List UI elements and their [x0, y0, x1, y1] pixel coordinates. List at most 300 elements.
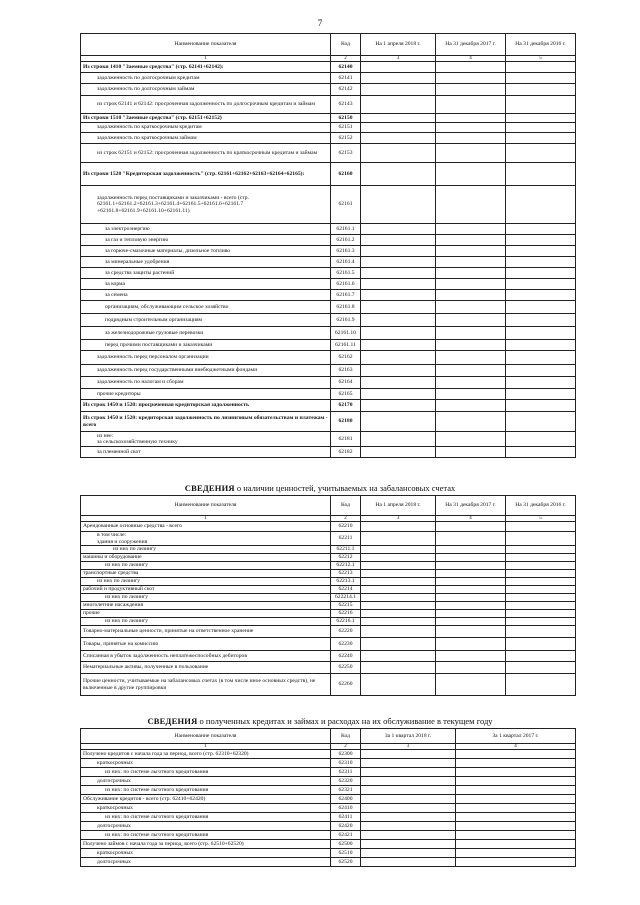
- value-cell[interactable]: [361, 290, 436, 301]
- value-cell[interactable]: [361, 186, 436, 224]
- row-indicator-name: за минеральные удобрения: [81, 257, 331, 268]
- table-row: [81, 257, 576, 268]
- value-cell[interactable]: [361, 73, 436, 84]
- value-cell[interactable]: [361, 279, 436, 290]
- value-cell[interactable]: [436, 257, 506, 268]
- value-cell[interactable]: [361, 62, 436, 73]
- table-row: [81, 651, 576, 662]
- value-cell[interactable]: [436, 432, 506, 447]
- row-indicator-name: Товары, принятые на комиссию: [81, 638, 331, 651]
- value-cell[interactable]: [361, 795, 456, 804]
- header-indicator-name: Наименование показателя: [81, 34, 331, 56]
- value-cell[interactable]: [436, 638, 506, 651]
- value-cell[interactable]: [436, 163, 506, 186]
- value-cell[interactable]: [506, 365, 576, 377]
- row-code: 62240: [331, 651, 361, 662]
- row-code: 62400: [331, 795, 361, 804]
- table-header-row: [81, 496, 576, 516]
- row-indicator-name: Из строки 1520 "Кредиторская задолженность" (стр. 62161+62162+62163+62164+62165):: [81, 163, 331, 186]
- value-cell[interactable]: [506, 73, 576, 84]
- row-indicator-name: подрядным строительным организациям: [81, 314, 331, 327]
- row-code: 62410: [331, 804, 361, 813]
- value-cell[interactable]: [436, 365, 506, 377]
- value-cell[interactable]: [361, 327, 436, 340]
- row-indicator-name: из них по лизингу: [81, 562, 331, 570]
- value-cell[interactable]: [456, 750, 576, 759]
- row-indicator-name: из них: по системе льготного кредитования: [81, 786, 331, 795]
- value-cell[interactable]: [456, 840, 576, 849]
- table-row: [81, 578, 576, 586]
- column-number: 4: [456, 744, 576, 750]
- header-indicator-name: Наименование показателя: [81, 496, 331, 516]
- value-cell[interactable]: [361, 447, 436, 458]
- value-cell[interactable]: [361, 662, 436, 674]
- table-row: [81, 400, 576, 412]
- value-cell[interactable]: [436, 586, 506, 594]
- value-cell[interactable]: [361, 301, 436, 314]
- value-cell[interactable]: [506, 618, 576, 626]
- value-cell[interactable]: [506, 522, 576, 532]
- row-indicator-name: задолженность по краткосрочным кредитам: [81, 123, 331, 133]
- value-cell[interactable]: [456, 786, 576, 795]
- row-indicator-name: задолженность перед поставщиками и заказчиками - всего (стр. 62161.1+62161.2+62161.3+62161.4+62161.5+62161.6+62161.7 +62161.8+62161.9+62161.10+62161.11): [81, 186, 331, 224]
- header-period-2: За 1 квартал 2017 г.: [456, 729, 576, 744]
- value-cell[interactable]: [436, 314, 506, 327]
- value-cell[interactable]: [361, 570, 436, 578]
- value-cell[interactable]: [436, 301, 506, 314]
- value-cell[interactable]: [506, 651, 576, 662]
- row-indicator-name: из них по лизингу: [81, 594, 331, 602]
- value-cell[interactable]: [436, 351, 506, 365]
- value-cell[interactable]: [456, 759, 576, 768]
- row-indicator-name: из строк 62151 и 62152: просроченная задолженность по краткосрочным кредитам и займам: [81, 144, 331, 163]
- section-title-prefix: СВЕДЕНИЯ: [147, 716, 198, 726]
- value-cell[interactable]: [506, 257, 576, 268]
- value-cell[interactable]: [456, 768, 576, 777]
- row-code: 62215: [331, 602, 361, 610]
- value-cell[interactable]: [436, 279, 506, 290]
- row-code: 62161.9: [331, 314, 361, 327]
- value-cell[interactable]: [436, 235, 506, 246]
- row-indicator-name: задолженность по долгосрочным займам: [81, 84, 331, 96]
- row-code: 62161.2: [331, 235, 361, 246]
- value-cell[interactable]: [456, 822, 576, 831]
- table-row: [81, 822, 576, 831]
- value-cell[interactable]: [506, 163, 576, 186]
- value-cell[interactable]: [361, 389, 436, 400]
- row-indicator-name: машины и оборудование: [81, 554, 331, 562]
- value-cell[interactable]: [456, 777, 576, 786]
- column-number: 2: [331, 744, 361, 750]
- column-number: 5: [506, 516, 576, 522]
- row-indicator-name: Обслуживание кредитов - всего (стр. 62410+62420): [81, 795, 331, 804]
- table-row: [81, 163, 576, 186]
- table-row: [81, 412, 576, 432]
- loans-servicing-table: [80, 728, 576, 867]
- table-row: [81, 351, 576, 365]
- row-code: 62211: [331, 532, 361, 546]
- value-cell[interactable]: [506, 447, 576, 458]
- row-code: 62250: [331, 662, 361, 674]
- value-cell[interactable]: [436, 377, 506, 389]
- row-indicator-name: за электроэнергию: [81, 224, 331, 235]
- row-code: 62161.3: [331, 246, 361, 257]
- value-cell[interactable]: [456, 804, 576, 813]
- value-cell[interactable]: [456, 795, 576, 804]
- table-row: [81, 224, 576, 235]
- row-code: 62311: [331, 768, 361, 777]
- value-cell[interactable]: [361, 562, 436, 570]
- table-row: [81, 849, 576, 858]
- row-code: 62212: [331, 554, 361, 562]
- row-code: 62216: [331, 610, 361, 618]
- value-cell[interactable]: [506, 389, 576, 400]
- table-row: [81, 750, 576, 759]
- table-row: [81, 759, 576, 768]
- value-cell[interactable]: [456, 858, 576, 867]
- value-cell[interactable]: [506, 626, 576, 638]
- value-cell[interactable]: [361, 618, 436, 626]
- column-number: 3: [361, 516, 436, 522]
- row-code: 62143: [331, 96, 361, 114]
- value-cell[interactable]: [436, 626, 506, 638]
- row-indicator-name: организациям, обслуживающим сельское хозяйство: [81, 301, 331, 314]
- table-row: [81, 522, 576, 532]
- table-row: [81, 638, 576, 651]
- value-cell[interactable]: [361, 96, 436, 114]
- table-row: [81, 594, 576, 602]
- table-row: [81, 777, 576, 786]
- value-cell[interactable]: [436, 73, 506, 84]
- value-cell[interactable]: [436, 340, 506, 351]
- header-period-3: На 31 декабря 2016 г.: [506, 496, 576, 516]
- table-row: [81, 570, 576, 578]
- row-indicator-name: задолженность перед государственными внебюджетными фондами: [81, 365, 331, 377]
- value-cell[interactable]: [436, 133, 506, 144]
- table-row: [81, 840, 576, 849]
- row-code: 62161.7: [331, 290, 361, 301]
- value-cell[interactable]: [436, 84, 506, 96]
- value-cell[interactable]: [361, 133, 436, 144]
- row-code: 62230: [331, 638, 361, 651]
- row-indicator-name: краткосрочных: [81, 849, 331, 858]
- table-row: [81, 858, 576, 867]
- row-indicator-name: долгосрочных: [81, 858, 331, 867]
- value-cell[interactable]: [436, 662, 506, 674]
- value-cell[interactable]: [506, 578, 576, 586]
- value-cell[interactable]: [506, 62, 576, 73]
- value-cell[interactable]: [436, 594, 506, 602]
- value-cell[interactable]: [361, 257, 436, 268]
- row-code: 62165: [331, 389, 361, 400]
- row-code: 62161.5: [331, 268, 361, 279]
- value-cell[interactable]: [506, 96, 576, 114]
- value-cell[interactable]: [436, 618, 506, 626]
- section-title-loans: [60, 716, 580, 726]
- value-cell[interactable]: [436, 578, 506, 586]
- value-cell[interactable]: [361, 831, 456, 840]
- value-cell[interactable]: [361, 813, 456, 822]
- value-cell[interactable]: [436, 96, 506, 114]
- value-cell[interactable]: [361, 554, 436, 562]
- value-cell[interactable]: [361, 849, 456, 858]
- value-cell[interactable]: [506, 377, 576, 389]
- value-cell[interactable]: [506, 662, 576, 674]
- value-cell[interactable]: [361, 804, 456, 813]
- value-cell[interactable]: [506, 594, 576, 602]
- value-cell[interactable]: [436, 114, 506, 123]
- table-row: [81, 301, 576, 314]
- value-cell[interactable]: [436, 400, 506, 412]
- value-cell[interactable]: [361, 602, 436, 610]
- value-cell[interactable]: [436, 562, 506, 570]
- value-cell[interactable]: [506, 610, 576, 618]
- value-cell[interactable]: [506, 144, 576, 163]
- value-cell[interactable]: [506, 546, 576, 554]
- value-cell[interactable]: [436, 62, 506, 73]
- value-cell[interactable]: [436, 412, 506, 432]
- value-cell[interactable]: [436, 290, 506, 301]
- table-row: [81, 786, 576, 795]
- row-indicator-name: транспортные средства: [81, 570, 331, 578]
- row-code: 62161.11: [331, 340, 361, 351]
- value-cell[interactable]: [361, 651, 436, 662]
- value-cell[interactable]: [361, 594, 436, 602]
- value-cell[interactable]: [506, 400, 576, 412]
- value-cell[interactable]: [506, 340, 576, 351]
- value-cell[interactable]: [361, 340, 436, 351]
- value-cell[interactable]: [361, 638, 436, 651]
- value-cell[interactable]: [436, 246, 506, 257]
- value-cell[interactable]: [361, 224, 436, 235]
- row-code: 62510: [331, 849, 361, 858]
- value-cell[interactable]: [506, 133, 576, 144]
- row-code: 62152: [331, 133, 361, 144]
- value-cell[interactable]: [506, 84, 576, 96]
- header-code: Код: [331, 34, 361, 56]
- value-cell[interactable]: [361, 626, 436, 638]
- value-cell[interactable]: [361, 822, 456, 831]
- value-cell[interactable]: [506, 586, 576, 594]
- value-cell[interactable]: [506, 412, 576, 432]
- row-code: 62500: [331, 840, 361, 849]
- value-cell[interactable]: [436, 532, 506, 546]
- value-cell[interactable]: [436, 389, 506, 400]
- table-row: [81, 804, 576, 813]
- table-row: [81, 314, 576, 327]
- row-code: 62320: [331, 777, 361, 786]
- value-cell[interactable]: [506, 268, 576, 279]
- row-code: 62161: [331, 186, 361, 224]
- row-indicator-name: из них по лизингу: [81, 578, 331, 586]
- row-indicator-name: Получено займов с начала года за период, всего (стр. 62510+62520): [81, 840, 331, 849]
- value-cell[interactable]: [361, 768, 456, 777]
- row-code: 62181: [331, 432, 361, 447]
- value-cell[interactable]: [506, 351, 576, 365]
- value-cell[interactable]: [361, 123, 436, 133]
- row-code: 62170: [331, 400, 361, 412]
- value-cell[interactable]: [506, 674, 576, 696]
- row-code: 62153: [331, 144, 361, 163]
- value-cell[interactable]: [361, 840, 456, 849]
- value-cell[interactable]: [361, 412, 436, 432]
- value-cell[interactable]: [361, 750, 456, 759]
- value-cell[interactable]: [361, 351, 436, 365]
- row-code: 62163: [331, 365, 361, 377]
- value-cell[interactable]: [361, 674, 436, 696]
- row-indicator-name: за горюче-смазочные материалы, дизельное топливо: [81, 246, 331, 257]
- table-row: [81, 389, 576, 400]
- row-indicator-name: из них по лизингу: [81, 546, 331, 554]
- row-code: 62216.1: [331, 618, 361, 626]
- table-row: [81, 62, 576, 73]
- value-cell[interactable]: [361, 522, 436, 532]
- table-row: [81, 246, 576, 257]
- value-cell[interactable]: [361, 377, 436, 389]
- row-indicator-name: задолженность перед персоналом организации: [81, 351, 331, 365]
- value-cell[interactable]: [361, 432, 436, 447]
- value-cell[interactable]: [506, 432, 576, 447]
- value-cell[interactable]: [506, 532, 576, 546]
- table-row: [81, 447, 576, 458]
- value-cell[interactable]: [436, 224, 506, 235]
- row-indicator-name: Товарно-материальные ценности, принятые на ответственное хранение: [81, 626, 331, 638]
- value-cell[interactable]: [436, 651, 506, 662]
- value-cell[interactable]: [361, 777, 456, 786]
- value-cell[interactable]: [506, 186, 576, 224]
- value-cell[interactable]: [436, 268, 506, 279]
- value-cell[interactable]: [436, 546, 506, 554]
- value-cell[interactable]: [436, 674, 506, 696]
- row-code: 62162: [331, 351, 361, 365]
- table-row: [81, 626, 576, 638]
- value-cell[interactable]: [436, 554, 506, 562]
- value-cell[interactable]: [436, 327, 506, 340]
- column-number: 1: [81, 516, 331, 522]
- row-code: 62520: [331, 858, 361, 867]
- value-cell[interactable]: [361, 759, 456, 768]
- value-cell[interactable]: [436, 602, 506, 610]
- value-cell[interactable]: [361, 365, 436, 377]
- table-row: [81, 610, 576, 618]
- header-period-1: На 1 апреля 2018 г.: [361, 496, 436, 516]
- value-cell[interactable]: [436, 123, 506, 133]
- row-indicator-name: рабочий и продуктивный скот: [81, 586, 331, 594]
- value-cell[interactable]: [361, 610, 436, 618]
- table-row: [81, 532, 576, 546]
- value-cell[interactable]: [436, 610, 506, 618]
- table-row: [81, 602, 576, 610]
- header-period-3: На 31 декабря 2016 г.: [506, 34, 576, 56]
- row-indicator-name: из них: по системе льготного кредитования: [81, 831, 331, 840]
- row-indicator-name: Арендованные основные средства - всего: [81, 522, 331, 532]
- value-cell[interactable]: [506, 114, 576, 123]
- value-cell[interactable]: [506, 123, 576, 133]
- value-cell[interactable]: [456, 849, 576, 858]
- value-cell[interactable]: [456, 813, 576, 822]
- table-row: [81, 795, 576, 804]
- value-cell[interactable]: [436, 522, 506, 532]
- row-code: 62420: [331, 822, 361, 831]
- value-cell[interactable]: [506, 314, 576, 327]
- row-code: 62214: [331, 586, 361, 594]
- header-code: Код: [331, 496, 361, 516]
- column-number: 1: [81, 56, 331, 62]
- value-cell[interactable]: [361, 314, 436, 327]
- value-cell[interactable]: [361, 786, 456, 795]
- value-cell[interactable]: [361, 532, 436, 546]
- row-code: 62164: [331, 377, 361, 389]
- table-row: [81, 546, 576, 554]
- row-code: 62212.1: [331, 562, 361, 570]
- value-cell[interactable]: [436, 144, 506, 163]
- value-cell[interactable]: [436, 570, 506, 578]
- column-number: 5: [506, 56, 576, 62]
- row-indicator-name: из нее: за сельскохозяйственную технику: [81, 432, 331, 447]
- column-number: 3: [361, 56, 436, 62]
- value-cell[interactable]: [506, 602, 576, 610]
- column-number: 4: [436, 516, 506, 522]
- table-row: [81, 554, 576, 562]
- table-row: [81, 186, 576, 224]
- value-cell[interactable]: [506, 327, 576, 340]
- row-code: 62411: [331, 813, 361, 822]
- table-row: [81, 279, 576, 290]
- row-indicator-name: из них по лизингу: [81, 618, 331, 626]
- page-number: 7: [317, 18, 323, 28]
- value-cell[interactable]: [361, 163, 436, 186]
- value-cell[interactable]: [361, 235, 436, 246]
- table-row: [81, 327, 576, 340]
- value-cell[interactable]: [506, 235, 576, 246]
- row-code: 62142: [331, 84, 361, 96]
- value-cell[interactable]: [361, 84, 436, 96]
- value-cell[interactable]: [436, 186, 506, 224]
- table-row: [81, 586, 576, 594]
- row-code: 62321: [331, 786, 361, 795]
- value-cell[interactable]: [456, 831, 576, 840]
- table-row: [81, 123, 576, 133]
- value-cell[interactable]: [436, 447, 506, 458]
- value-cell[interactable]: [361, 114, 436, 123]
- value-cell[interactable]: [361, 578, 436, 586]
- value-cell[interactable]: [506, 279, 576, 290]
- value-cell[interactable]: [506, 638, 576, 651]
- value-cell[interactable]: [361, 268, 436, 279]
- column-number: 1: [81, 744, 331, 750]
- value-cell[interactable]: [361, 246, 436, 257]
- value-cell[interactable]: [506, 554, 576, 562]
- table-row: [81, 96, 576, 114]
- header-indicator-name: Наименование показателя: [81, 729, 331, 744]
- value-cell[interactable]: [506, 290, 576, 301]
- value-cell[interactable]: [506, 570, 576, 578]
- value-cell[interactable]: [361, 400, 436, 412]
- value-cell[interactable]: [506, 562, 576, 570]
- value-cell[interactable]: [506, 224, 576, 235]
- value-cell[interactable]: [506, 246, 576, 257]
- row-code: 62161.8: [331, 301, 361, 314]
- value-cell[interactable]: [361, 586, 436, 594]
- value-cell[interactable]: [506, 301, 576, 314]
- row-indicator-name: за племенной скот: [81, 447, 331, 458]
- row-indicator-name: краткосрочных: [81, 759, 331, 768]
- value-cell[interactable]: [361, 858, 456, 867]
- value-cell[interactable]: [361, 144, 436, 163]
- credit-payables-table: [80, 33, 576, 458]
- value-cell[interactable]: [361, 546, 436, 554]
- row-indicator-name: Получено кредитов с начала года за период, всего (стр. 62310+62320): [81, 750, 331, 759]
